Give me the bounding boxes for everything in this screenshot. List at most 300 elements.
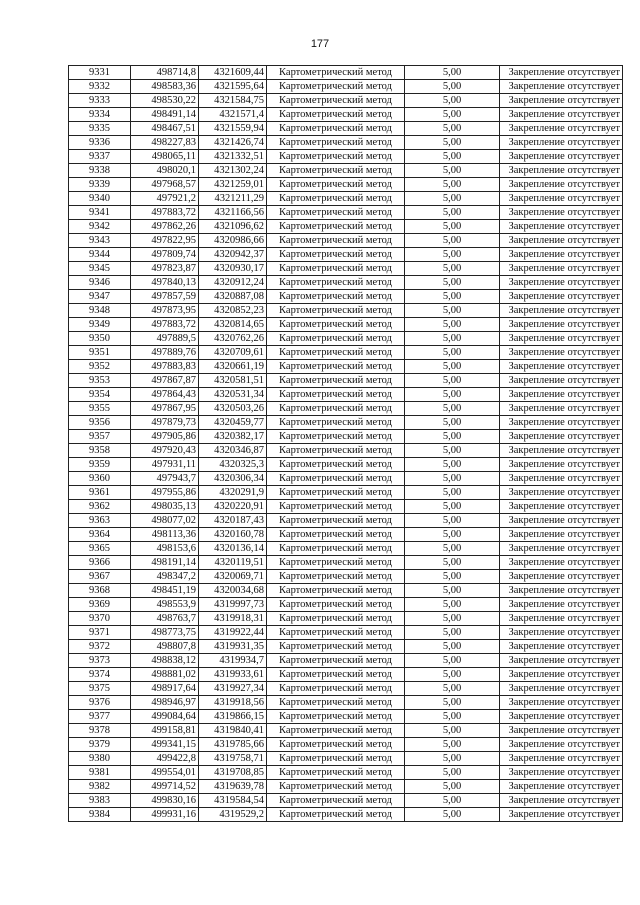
method-cell: Картометрический метод bbox=[267, 612, 405, 626]
point-number-cell: 9370 bbox=[69, 612, 131, 626]
method-cell: Картометрический метод bbox=[267, 262, 405, 276]
fixation-cell: Закрепление отсутствует bbox=[500, 290, 623, 304]
point-number-cell: 9378 bbox=[69, 724, 131, 738]
point-number-cell: 9380 bbox=[69, 752, 131, 766]
accuracy-cell: 5,00 bbox=[405, 430, 500, 444]
x-coordinate-cell: 497840,13 bbox=[131, 276, 199, 290]
method-cell: Картометрический метод bbox=[267, 388, 405, 402]
y-coordinate-cell: 4320034,68 bbox=[199, 584, 267, 598]
x-coordinate-cell: 497879,73 bbox=[131, 416, 199, 430]
table-row bbox=[69, 374, 623, 388]
accuracy-cell: 5,00 bbox=[405, 612, 500, 626]
accuracy-cell: 5,00 bbox=[405, 752, 500, 766]
table-row bbox=[69, 738, 623, 752]
fixation-cell: Закрепление отсутствует bbox=[500, 374, 623, 388]
table-row bbox=[69, 304, 623, 318]
point-number-cell: 9359 bbox=[69, 458, 131, 472]
method-cell: Картометрический метод bbox=[267, 724, 405, 738]
table-row bbox=[69, 766, 623, 780]
fixation-cell: Закрепление отсутствует bbox=[500, 80, 623, 94]
method-cell: Картометрический метод bbox=[267, 192, 405, 206]
fixation-cell: Закрепление отсутствует bbox=[500, 556, 623, 570]
fixation-cell: Закрепление отсутствует bbox=[500, 150, 623, 164]
accuracy-cell: 5,00 bbox=[405, 486, 500, 500]
table-row bbox=[69, 710, 623, 724]
fixation-cell: Закрепление отсутствует bbox=[500, 808, 623, 822]
x-coordinate-cell: 497889,76 bbox=[131, 346, 199, 360]
accuracy-cell: 5,00 bbox=[405, 262, 500, 276]
method-cell: Картометрический метод bbox=[267, 626, 405, 640]
x-coordinate-cell: 497883,72 bbox=[131, 318, 199, 332]
method-cell: Картометрический метод bbox=[267, 122, 405, 136]
fixation-cell: Закрепление отсутствует bbox=[500, 668, 623, 682]
fixation-cell: Закрепление отсутствует bbox=[500, 458, 623, 472]
y-coordinate-cell: 4320160,78 bbox=[199, 528, 267, 542]
x-coordinate-cell: 498035,13 bbox=[131, 500, 199, 514]
fixation-cell: Закрепление отсутствует bbox=[500, 514, 623, 528]
x-coordinate-cell: 498773,75 bbox=[131, 626, 199, 640]
method-cell: Картометрический метод bbox=[267, 346, 405, 360]
y-coordinate-cell: 4320136,14 bbox=[199, 542, 267, 556]
x-coordinate-cell: 499830,16 bbox=[131, 794, 199, 808]
fixation-cell: Закрепление отсутствует bbox=[500, 528, 623, 542]
point-number-cell: 9332 bbox=[69, 80, 131, 94]
fixation-cell: Закрепление отсутствует bbox=[500, 136, 623, 150]
point-number-cell: 9382 bbox=[69, 780, 131, 794]
point-number-cell: 9374 bbox=[69, 668, 131, 682]
accuracy-cell: 5,00 bbox=[405, 276, 500, 290]
table-row bbox=[69, 346, 623, 360]
point-number-cell: 9343 bbox=[69, 234, 131, 248]
fixation-cell: Закрепление отсутствует bbox=[500, 234, 623, 248]
point-number-cell: 9384 bbox=[69, 808, 131, 822]
accuracy-cell: 5,00 bbox=[405, 164, 500, 178]
accuracy-cell: 5,00 bbox=[405, 318, 500, 332]
accuracy-cell: 5,00 bbox=[405, 500, 500, 514]
method-cell: Картометрический метод bbox=[267, 234, 405, 248]
point-number-cell: 9376 bbox=[69, 696, 131, 710]
table-row bbox=[69, 416, 623, 430]
table-row bbox=[69, 108, 623, 122]
x-coordinate-cell: 499341,15 bbox=[131, 738, 199, 752]
table-row bbox=[69, 612, 623, 626]
fixation-cell: Закрепление отсутствует bbox=[500, 402, 623, 416]
point-number-cell: 9351 bbox=[69, 346, 131, 360]
fixation-cell: Закрепление отсутствует bbox=[500, 262, 623, 276]
y-coordinate-cell: 4320709,61 bbox=[199, 346, 267, 360]
x-coordinate-cell: 498946,97 bbox=[131, 696, 199, 710]
method-cell: Картометрический метод bbox=[267, 332, 405, 346]
fixation-cell: Закрепление отсутствует bbox=[500, 626, 623, 640]
fixation-cell: Закрепление отсутствует bbox=[500, 780, 623, 794]
fixation-cell: Закрепление отсутствует bbox=[500, 206, 623, 220]
y-coordinate-cell: 4319918,56 bbox=[199, 696, 267, 710]
point-number-cell: 9368 bbox=[69, 584, 131, 598]
accuracy-cell: 5,00 bbox=[405, 696, 500, 710]
y-coordinate-cell: 4320069,71 bbox=[199, 570, 267, 584]
x-coordinate-cell: 498763,7 bbox=[131, 612, 199, 626]
table-row bbox=[69, 178, 623, 192]
x-coordinate-cell: 498467,51 bbox=[131, 122, 199, 136]
x-coordinate-cell: 498347,2 bbox=[131, 570, 199, 584]
accuracy-cell: 5,00 bbox=[405, 556, 500, 570]
method-cell: Картометрический метод bbox=[267, 640, 405, 654]
y-coordinate-cell: 4320459,77 bbox=[199, 416, 267, 430]
method-cell: Картометрический метод bbox=[267, 150, 405, 164]
table-row bbox=[69, 626, 623, 640]
fixation-cell: Закрепление отсутствует bbox=[500, 724, 623, 738]
method-cell: Картометрический метод bbox=[267, 304, 405, 318]
table-row bbox=[69, 248, 623, 262]
x-coordinate-cell: 497889,5 bbox=[131, 332, 199, 346]
accuracy-cell: 5,00 bbox=[405, 514, 500, 528]
table-row bbox=[69, 752, 623, 766]
method-cell: Картометрический метод bbox=[267, 276, 405, 290]
point-number-cell: 9367 bbox=[69, 570, 131, 584]
fixation-cell: Закрепление отсутствует bbox=[500, 360, 623, 374]
table-row bbox=[69, 150, 623, 164]
y-coordinate-cell: 4319584,54 bbox=[199, 794, 267, 808]
fixation-cell: Закрепление отсутствует bbox=[500, 752, 623, 766]
point-number-cell: 9372 bbox=[69, 640, 131, 654]
y-coordinate-cell: 4320986,66 bbox=[199, 234, 267, 248]
table-row bbox=[69, 136, 623, 150]
method-cell: Картометрический метод bbox=[267, 710, 405, 724]
y-coordinate-cell: 4320382,17 bbox=[199, 430, 267, 444]
point-number-cell: 9364 bbox=[69, 528, 131, 542]
accuracy-cell: 5,00 bbox=[405, 794, 500, 808]
x-coordinate-cell: 498191,14 bbox=[131, 556, 199, 570]
point-number-cell: 9333 bbox=[69, 94, 131, 108]
point-number-cell: 9346 bbox=[69, 276, 131, 290]
point-number-cell: 9342 bbox=[69, 220, 131, 234]
table-row bbox=[69, 94, 623, 108]
accuracy-cell: 5,00 bbox=[405, 472, 500, 486]
point-number-cell: 9360 bbox=[69, 472, 131, 486]
x-coordinate-cell: 498227,83 bbox=[131, 136, 199, 150]
y-coordinate-cell: 4321595,64 bbox=[199, 80, 267, 94]
point-number-cell: 9361 bbox=[69, 486, 131, 500]
x-coordinate-cell: 497823,87 bbox=[131, 262, 199, 276]
point-number-cell: 9365 bbox=[69, 542, 131, 556]
table-row bbox=[69, 80, 623, 94]
x-coordinate-cell: 498530,22 bbox=[131, 94, 199, 108]
point-number-cell: 9373 bbox=[69, 654, 131, 668]
point-number-cell: 9345 bbox=[69, 262, 131, 276]
table-row bbox=[69, 794, 623, 808]
y-coordinate-cell: 4319785,66 bbox=[199, 738, 267, 752]
x-coordinate-cell: 498153,6 bbox=[131, 542, 199, 556]
fixation-cell: Закрепление отсутствует bbox=[500, 332, 623, 346]
y-coordinate-cell: 4321559,94 bbox=[199, 122, 267, 136]
point-number-cell: 9371 bbox=[69, 626, 131, 640]
x-coordinate-cell: 498553,9 bbox=[131, 598, 199, 612]
x-coordinate-cell: 498917,64 bbox=[131, 682, 199, 696]
point-number-cell: 9341 bbox=[69, 206, 131, 220]
y-coordinate-cell: 4321096,62 bbox=[199, 220, 267, 234]
method-cell: Картометрический метод bbox=[267, 682, 405, 696]
method-cell: Картометрический метод bbox=[267, 752, 405, 766]
point-number-cell: 9338 bbox=[69, 164, 131, 178]
x-coordinate-cell: 499714,52 bbox=[131, 780, 199, 794]
point-number-cell: 9349 bbox=[69, 318, 131, 332]
y-coordinate-cell: 4320912,24 bbox=[199, 276, 267, 290]
fixation-cell: Закрепление отсутствует bbox=[500, 192, 623, 206]
table-row bbox=[69, 598, 623, 612]
accuracy-cell: 5,00 bbox=[405, 80, 500, 94]
point-number-cell: 9363 bbox=[69, 514, 131, 528]
x-coordinate-cell: 497931,11 bbox=[131, 458, 199, 472]
x-coordinate-cell: 497955,86 bbox=[131, 486, 199, 500]
accuracy-cell: 5,00 bbox=[405, 234, 500, 248]
accuracy-cell: 5,00 bbox=[405, 598, 500, 612]
table-row bbox=[69, 164, 623, 178]
table-row bbox=[69, 458, 623, 472]
y-coordinate-cell: 4320942,37 bbox=[199, 248, 267, 262]
x-coordinate-cell: 497862,26 bbox=[131, 220, 199, 234]
y-coordinate-cell: 4319866,15 bbox=[199, 710, 267, 724]
method-cell: Картометрический метод bbox=[267, 500, 405, 514]
accuracy-cell: 5,00 bbox=[405, 724, 500, 738]
point-number-cell: 9369 bbox=[69, 598, 131, 612]
x-coordinate-cell: 497867,87 bbox=[131, 374, 199, 388]
fixation-cell: Закрепление отсутствует bbox=[500, 164, 623, 178]
point-number-cell: 9377 bbox=[69, 710, 131, 724]
fixation-cell: Закрепление отсутствует bbox=[500, 486, 623, 500]
accuracy-cell: 5,00 bbox=[405, 150, 500, 164]
method-cell: Картометрический метод bbox=[267, 108, 405, 122]
table-row bbox=[69, 682, 623, 696]
x-coordinate-cell: 497809,74 bbox=[131, 248, 199, 262]
accuracy-cell: 5,00 bbox=[405, 388, 500, 402]
fixation-cell: Закрепление отсутствует bbox=[500, 682, 623, 696]
table-row bbox=[69, 220, 623, 234]
point-number-cell: 9375 bbox=[69, 682, 131, 696]
table-row bbox=[69, 192, 623, 206]
accuracy-cell: 5,00 bbox=[405, 220, 500, 234]
table-row bbox=[69, 640, 623, 654]
accuracy-cell: 5,00 bbox=[405, 640, 500, 654]
y-coordinate-cell: 4319840,41 bbox=[199, 724, 267, 738]
fixation-cell: Закрепление отсутствует bbox=[500, 766, 623, 780]
fixation-cell: Закрепление отсутствует bbox=[500, 738, 623, 752]
fixation-cell: Закрепление отсутствует bbox=[500, 178, 623, 192]
method-cell: Картометрический метод bbox=[267, 780, 405, 794]
method-cell: Картометрический метод bbox=[267, 458, 405, 472]
method-cell: Картометрический метод bbox=[267, 738, 405, 752]
point-number-cell: 9350 bbox=[69, 332, 131, 346]
point-number-cell: 9331 bbox=[69, 66, 131, 80]
accuracy-cell: 5,00 bbox=[405, 290, 500, 304]
fixation-cell: Закрепление отсутствует bbox=[500, 388, 623, 402]
method-cell: Картометрический метод bbox=[267, 430, 405, 444]
y-coordinate-cell: 4320762,26 bbox=[199, 332, 267, 346]
method-cell: Картометрический метод bbox=[267, 654, 405, 668]
y-coordinate-cell: 4321426,74 bbox=[199, 136, 267, 150]
table-row bbox=[69, 430, 623, 444]
fixation-cell: Закрепление отсутствует bbox=[500, 276, 623, 290]
method-cell: Картометрический метод bbox=[267, 766, 405, 780]
table-row bbox=[69, 570, 623, 584]
point-number-cell: 9339 bbox=[69, 178, 131, 192]
y-coordinate-cell: 4321259,01 bbox=[199, 178, 267, 192]
method-cell: Картометрический метод bbox=[267, 80, 405, 94]
accuracy-cell: 5,00 bbox=[405, 668, 500, 682]
method-cell: Картометрический метод bbox=[267, 528, 405, 542]
y-coordinate-cell: 4320814,65 bbox=[199, 318, 267, 332]
accuracy-cell: 5,00 bbox=[405, 808, 500, 822]
x-coordinate-cell: 498491,14 bbox=[131, 108, 199, 122]
accuracy-cell: 5,00 bbox=[405, 136, 500, 150]
y-coordinate-cell: 4320306,34 bbox=[199, 472, 267, 486]
accuracy-cell: 5,00 bbox=[405, 94, 500, 108]
accuracy-cell: 5,00 bbox=[405, 444, 500, 458]
point-number-cell: 9358 bbox=[69, 444, 131, 458]
fixation-cell: Закрепление отсутствует bbox=[500, 794, 623, 808]
y-coordinate-cell: 4320346,87 bbox=[199, 444, 267, 458]
method-cell: Картометрический метод bbox=[267, 444, 405, 458]
table-row bbox=[69, 696, 623, 710]
point-number-cell: 9348 bbox=[69, 304, 131, 318]
accuracy-cell: 5,00 bbox=[405, 570, 500, 584]
fixation-cell: Закрепление отсутствует bbox=[500, 248, 623, 262]
fixation-cell: Закрепление отсутствует bbox=[500, 542, 623, 556]
method-cell: Картометрический метод bbox=[267, 402, 405, 416]
accuracy-cell: 5,00 bbox=[405, 360, 500, 374]
point-number-cell: 9356 bbox=[69, 416, 131, 430]
y-coordinate-cell: 4319997,73 bbox=[199, 598, 267, 612]
table-row bbox=[69, 584, 623, 598]
fixation-cell: Закрепление отсутствует bbox=[500, 612, 623, 626]
page-number: 177 bbox=[310, 38, 330, 50]
accuracy-cell: 5,00 bbox=[405, 780, 500, 794]
table-row bbox=[69, 514, 623, 528]
x-coordinate-cell: 499158,81 bbox=[131, 724, 199, 738]
accuracy-cell: 5,00 bbox=[405, 66, 500, 80]
table-row bbox=[69, 528, 623, 542]
accuracy-cell: 5,00 bbox=[405, 682, 500, 696]
point-number-cell: 9379 bbox=[69, 738, 131, 752]
y-coordinate-cell: 4321302,24 bbox=[199, 164, 267, 178]
method-cell: Картометрический метод bbox=[267, 360, 405, 374]
table-row bbox=[69, 318, 623, 332]
accuracy-cell: 5,00 bbox=[405, 192, 500, 206]
point-number-cell: 9357 bbox=[69, 430, 131, 444]
point-number-cell: 9354 bbox=[69, 388, 131, 402]
method-cell: Картометрический метод bbox=[267, 374, 405, 388]
x-coordinate-cell: 499931,16 bbox=[131, 808, 199, 822]
point-number-cell: 9336 bbox=[69, 136, 131, 150]
accuracy-cell: 5,00 bbox=[405, 374, 500, 388]
table-row bbox=[69, 234, 623, 248]
y-coordinate-cell: 4319708,85 bbox=[199, 766, 267, 780]
accuracy-cell: 5,00 bbox=[405, 738, 500, 752]
method-cell: Картометрический метод bbox=[267, 472, 405, 486]
accuracy-cell: 5,00 bbox=[405, 416, 500, 430]
accuracy-cell: 5,00 bbox=[405, 178, 500, 192]
x-coordinate-cell: 498020,1 bbox=[131, 164, 199, 178]
x-coordinate-cell: 499422,8 bbox=[131, 752, 199, 766]
x-coordinate-cell: 497857,59 bbox=[131, 290, 199, 304]
fixation-cell: Закрепление отсутствует bbox=[500, 346, 623, 360]
y-coordinate-cell: 4319918,31 bbox=[199, 612, 267, 626]
coordinates-table bbox=[68, 65, 623, 822]
method-cell: Картометрический метод bbox=[267, 598, 405, 612]
point-number-cell: 9353 bbox=[69, 374, 131, 388]
method-cell: Картометрический метод bbox=[267, 514, 405, 528]
fixation-cell: Закрепление отсутствует bbox=[500, 598, 623, 612]
y-coordinate-cell: 4319758,71 bbox=[199, 752, 267, 766]
accuracy-cell: 5,00 bbox=[405, 248, 500, 262]
y-coordinate-cell: 4321211,29 bbox=[199, 192, 267, 206]
x-coordinate-cell: 498881,02 bbox=[131, 668, 199, 682]
y-coordinate-cell: 4320187,43 bbox=[199, 514, 267, 528]
accuracy-cell: 5,00 bbox=[405, 458, 500, 472]
fixation-cell: Закрепление отсутствует bbox=[500, 66, 623, 80]
x-coordinate-cell: 497873,95 bbox=[131, 304, 199, 318]
fixation-cell: Закрепление отсутствует bbox=[500, 696, 623, 710]
method-cell: Картометрический метод bbox=[267, 136, 405, 150]
y-coordinate-cell: 4321332,51 bbox=[199, 150, 267, 164]
y-coordinate-cell: 4319931,35 bbox=[199, 640, 267, 654]
table-row bbox=[69, 122, 623, 136]
x-coordinate-cell: 498065,11 bbox=[131, 150, 199, 164]
x-coordinate-cell: 499084,64 bbox=[131, 710, 199, 724]
y-coordinate-cell: 4319529,2 bbox=[199, 808, 267, 822]
point-number-cell: 9335 bbox=[69, 122, 131, 136]
y-coordinate-cell: 4320503,26 bbox=[199, 402, 267, 416]
fixation-cell: Закрепление отсутствует bbox=[500, 122, 623, 136]
fixation-cell: Закрепление отсутствует bbox=[500, 430, 623, 444]
fixation-cell: Закрепление отсутствует bbox=[500, 472, 623, 486]
method-cell: Картометрический метод bbox=[267, 668, 405, 682]
method-cell: Картометрический метод bbox=[267, 164, 405, 178]
accuracy-cell: 5,00 bbox=[405, 528, 500, 542]
y-coordinate-cell: 4321584,75 bbox=[199, 94, 267, 108]
y-coordinate-cell: 4320887,08 bbox=[199, 290, 267, 304]
table-row bbox=[69, 206, 623, 220]
accuracy-cell: 5,00 bbox=[405, 626, 500, 640]
x-coordinate-cell: 498838,12 bbox=[131, 654, 199, 668]
table-row bbox=[69, 402, 623, 416]
accuracy-cell: 5,00 bbox=[405, 346, 500, 360]
point-number-cell: 9344 bbox=[69, 248, 131, 262]
y-coordinate-cell: 4320930,17 bbox=[199, 262, 267, 276]
y-coordinate-cell: 4319922,44 bbox=[199, 626, 267, 640]
accuracy-cell: 5,00 bbox=[405, 584, 500, 598]
x-coordinate-cell: 499554,01 bbox=[131, 766, 199, 780]
method-cell: Картометрический метод bbox=[267, 570, 405, 584]
point-number-cell: 9383 bbox=[69, 794, 131, 808]
table-row bbox=[69, 472, 623, 486]
fixation-cell: Закрепление отсутствует bbox=[500, 94, 623, 108]
y-coordinate-cell: 4319934,7 bbox=[199, 654, 267, 668]
table-row bbox=[69, 388, 623, 402]
table-row bbox=[69, 486, 623, 500]
method-cell: Картометрический метод bbox=[267, 66, 405, 80]
y-coordinate-cell: 4320531,34 bbox=[199, 388, 267, 402]
y-coordinate-cell: 4320220,91 bbox=[199, 500, 267, 514]
method-cell: Картометрический метод bbox=[267, 290, 405, 304]
fixation-cell: Закрепление отсутствует bbox=[500, 584, 623, 598]
x-coordinate-cell: 497864,43 bbox=[131, 388, 199, 402]
y-coordinate-cell: 4320119,51 bbox=[199, 556, 267, 570]
table-body bbox=[69, 66, 623, 822]
table-row bbox=[69, 262, 623, 276]
point-number-cell: 9337 bbox=[69, 150, 131, 164]
accuracy-cell: 5,00 bbox=[405, 206, 500, 220]
accuracy-cell: 5,00 bbox=[405, 542, 500, 556]
